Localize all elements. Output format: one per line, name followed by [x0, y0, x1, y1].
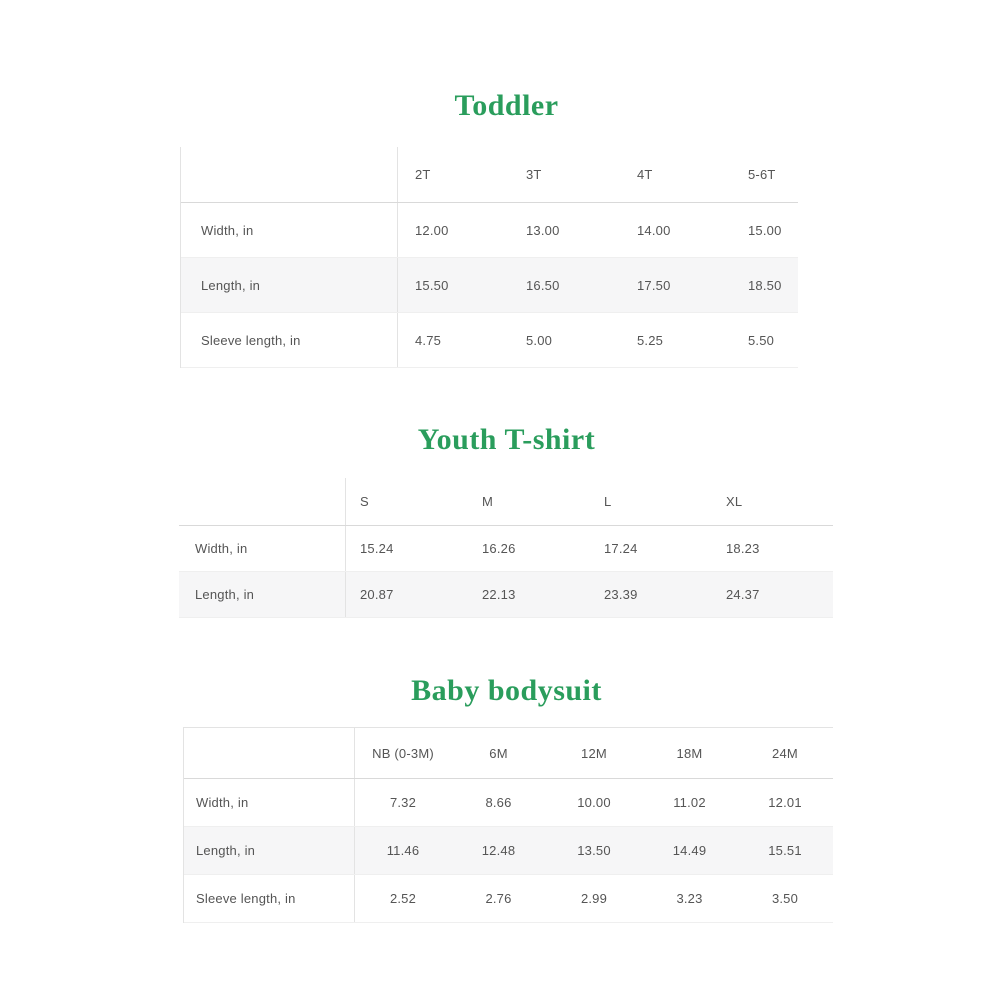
cell-value: 5.00 — [526, 332, 553, 348]
row-label: Length, in — [179, 572, 346, 617]
cell-value: 18.23 — [726, 541, 760, 556]
corner-cell — [181, 147, 398, 202]
cell-value: 16.26 — [482, 541, 516, 556]
cell-value: 23.39 — [604, 587, 638, 602]
row-label: Width, in — [181, 203, 398, 257]
column-header-s: S — [360, 494, 369, 509]
cell-value: 24.37 — [726, 587, 760, 602]
cell-value: 18.50 — [748, 277, 782, 293]
table-row-width — [181, 203, 798, 258]
column-header-24m: 24M — [772, 745, 798, 761]
cell-value: 15.24 — [360, 541, 394, 556]
cell-value: 7.32 — [389, 795, 417, 810]
table-row-width — [179, 526, 833, 572]
cell-value: 3.50 — [771, 891, 799, 906]
cell-value: 13.00 — [526, 222, 560, 238]
cell-value: 2.52 — [389, 891, 417, 906]
table-row-length — [184, 827, 833, 875]
column-header-6m: 6M — [489, 745, 508, 761]
row-label: Length, in — [184, 827, 355, 874]
column-header-m: M — [482, 494, 494, 509]
corner-cell — [179, 478, 346, 525]
column-header-xl: XL — [726, 494, 743, 509]
youth-table-header-row — [179, 478, 833, 526]
baby-bodysuit-section-title: Baby bodysuit — [411, 674, 602, 707]
table-row-length — [181, 258, 798, 313]
column-header-nb: NB (0-3M) — [372, 745, 434, 761]
row-label: Width, in — [184, 779, 355, 826]
cell-value: 12.00 — [415, 222, 449, 238]
cell-value: 20.87 — [360, 587, 394, 602]
baby-bodysuit-size-table — [183, 727, 833, 923]
cell-value: 15.50 — [415, 277, 449, 293]
cell-value: 14.49 — [672, 843, 707, 858]
row-label: Sleeve length, in — [181, 313, 398, 367]
cell-value: 5.50 — [748, 332, 775, 348]
column-header-5-6t: 5-6T — [748, 167, 776, 182]
cell-value: 8.66 — [485, 795, 512, 810]
cell-value: 12.48 — [481, 843, 516, 858]
cell-value: 15.51 — [768, 843, 802, 858]
column-header-l: L — [604, 494, 612, 509]
table-row-sleeve-length — [184, 875, 833, 923]
youth-tshirt-section-title: Youth T-shirt — [417, 423, 596, 456]
cell-value: 11.46 — [386, 843, 420, 858]
cell-value: 16.50 — [526, 277, 560, 293]
cell-value: 3.23 — [676, 891, 703, 906]
toddler-section-title: Toddler — [454, 89, 559, 122]
column-header-18m: 18M — [676, 745, 703, 761]
table-row-width — [184, 779, 833, 827]
column-header-2t: 2T — [415, 167, 431, 182]
cell-value: 22.13 — [482, 587, 516, 602]
youth-tshirt-size-table — [179, 478, 833, 618]
row-label: Width, in — [179, 526, 346, 571]
cell-value: 4.75 — [415, 332, 442, 348]
cell-value: 2.76 — [485, 891, 512, 906]
cell-value: 10.00 — [577, 795, 611, 810]
cell-value: 17.50 — [637, 277, 671, 293]
cell-value: 14.00 — [637, 222, 671, 238]
column-header-4t: 4T — [637, 167, 653, 182]
row-label: Length, in — [181, 258, 398, 312]
cell-value: 12.01 — [768, 795, 802, 810]
table-row-length — [179, 572, 833, 618]
table-row-sleeve-length — [181, 313, 798, 368]
toddler-size-table — [180, 147, 798, 368]
corner-cell — [184, 728, 355, 778]
baby-table-header-row — [184, 728, 833, 779]
cell-value: 2.99 — [580, 891, 608, 906]
cell-value: 11.02 — [673, 795, 706, 810]
toddler-table-header-row — [181, 147, 798, 203]
cell-value: 15.00 — [748, 222, 782, 238]
column-header-12m: 12M — [581, 745, 607, 761]
row-label: Sleeve length, in — [184, 875, 355, 922]
cell-value: 13.50 — [577, 843, 611, 858]
cell-value: 5.25 — [637, 332, 664, 348]
column-header-3t: 3T — [526, 167, 542, 182]
cell-value: 17.24 — [604, 541, 638, 556]
